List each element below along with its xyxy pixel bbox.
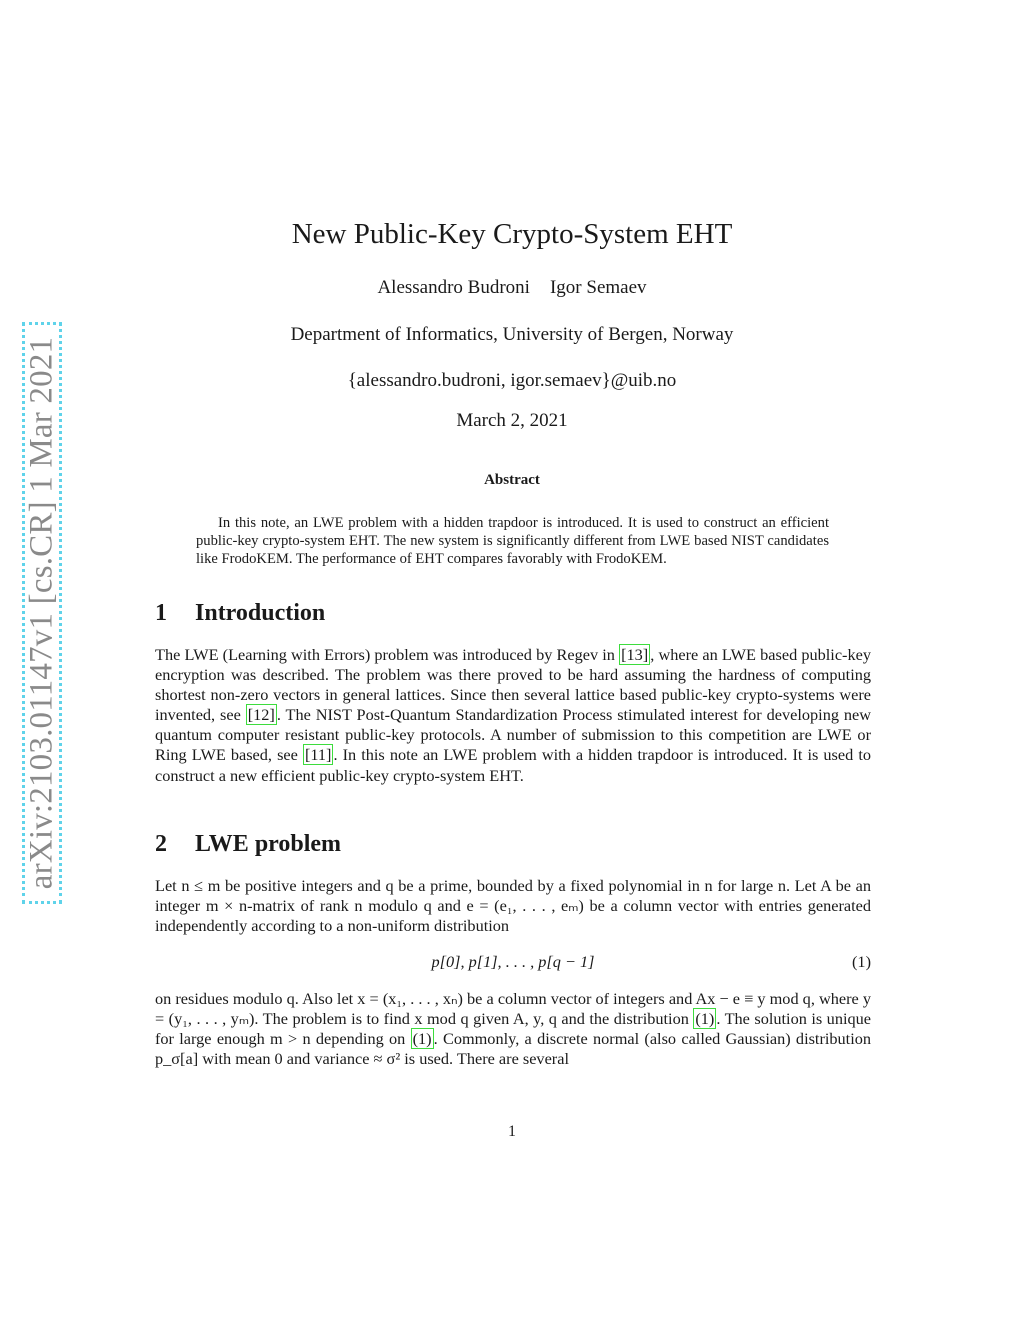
publication-date: March 2, 2021 [456,410,568,431]
section-title: Introduction [195,600,326,626]
abstract-text: In this note, an LWE problem with a hidden trapdoor is introduced. It is used to construct an efficient public-key crypto-system EHT. The new system is significantly different from LWE based NIST candidates like FrodoKEM. The performance of EHT compares favorably with FrodoKEM. [196,514,829,568]
text-run: . The solution is unique for large enough m > n depending on [155,1009,871,1049]
text-run: . Commonly, a discrete normal (also called Gaussian) distribution p_σ[a] with mean 0 and variance ≈ σ² is used. There are several [155,1029,872,1069]
citation-link[interactable]: [12] [247,705,275,725]
text-run: , where an LWE based public-key encryption was described. The problem was there proved to be hard assuming the hardness of computing shortest non-zero vectors in general lattices. Since then several lattice based public-key crypto-systems were invented, see [155,645,871,725]
section-number: 2 [155,831,167,857]
author-name: Igor Semaev [549,277,647,298]
lwe-paragraph-continued [155,989,871,1069]
paper-title: New Public-Key Crypto-System EHT [291,218,733,250]
section-number: 1 [155,600,167,626]
author-name: Alessandro Budroni [377,277,530,298]
text-run: . In this note an LWE problem with a hidden trapdoor is introduced. It is used to construct a new efficient public-key crypto-system EHT. [155,745,871,785]
introduction-paragraph [155,645,871,786]
page-number: 1 [508,1123,516,1140]
equation-ref-link[interactable]: (1) [412,1029,432,1049]
email-address: {alessandro.budroni, igor.semaev}@uib.no [347,370,677,391]
abstract-heading: Abstract [484,472,540,488]
affiliation: Department of Informatics, University of Bergen, Norway [290,324,734,345]
text-run: on residues modulo q. Also let x = (x₁, . . . , xₙ) be a column vector of integers and Ax − e ≡ y mod q, where y = (y₁, . . . , yₘ). The problem is to find x mod q given A, y, q and the distribution [155,989,871,1029]
text-run: . The NIST Post-Quantum Standardization Process stimulated interest for developing new quantum computer resistant public-key protocols. A number of submission to this competition are LWE or Ring LWE based, see [155,705,871,765]
equation-number: (1) [852,952,871,971]
equation-ref-link[interactable]: (1) [695,1009,715,1029]
citation-link[interactable]: [11] [304,745,332,765]
equation-expression: p[0], p[1], . . . , p[q − 1] [431,952,595,971]
citation-link[interactable]: [13] [621,645,649,664]
arxiv-id: arXiv:2103.01147v1 [cs.CR] 1 Mar 2021 [23,336,60,890]
author-list [0,277,1024,299]
section-heading-introduction [155,600,325,627]
lwe-paragraph: Let n ≤ m be positive integers and q be a prime, bounded by a fixed polynomial in n for large n. Let A be an integer m × n-matrix of rank n modulo q and e = (e₁, . . . , eₘ) be a column vector with entries generated independently according to a non-uniform distribution [155,876,871,936]
text-run: The LWE (Learning with Errors) problem was introduced by Regev in [155,645,620,664]
section-title: LWE problem [195,831,342,857]
section-heading-lwe-problem [155,831,341,858]
